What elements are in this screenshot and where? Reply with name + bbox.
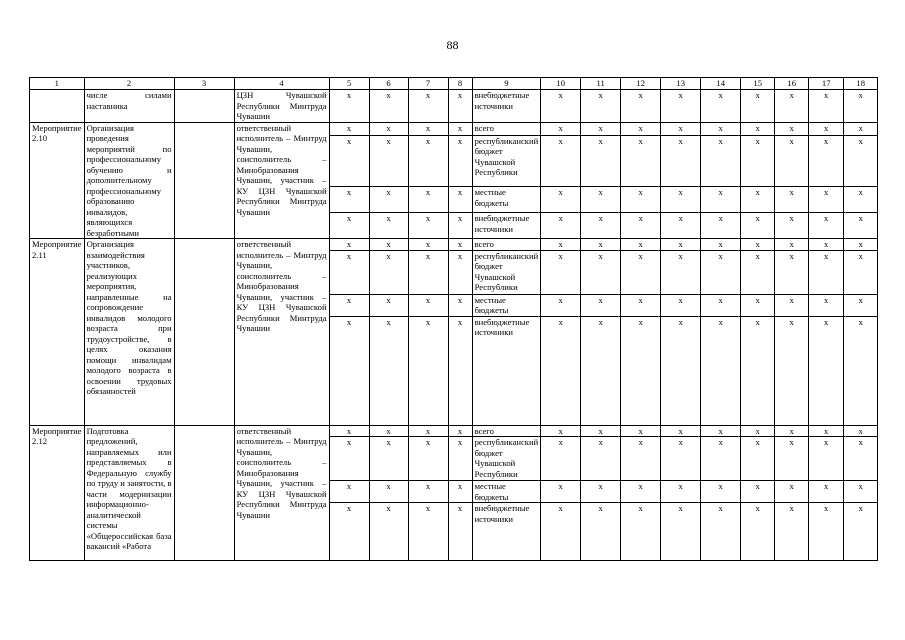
budget-table — [29, 77, 878, 561]
x-mark: x — [809, 503, 844, 561]
x-mark: x — [369, 294, 408, 316]
x-mark: x — [541, 503, 581, 561]
x-mark: x — [408, 213, 448, 239]
x-mark: x — [701, 122, 741, 135]
x-mark: x — [408, 425, 448, 437]
funding-source: внебюджетные источники — [472, 213, 541, 239]
x-mark: x — [701, 425, 741, 437]
x-mark: x — [541, 294, 581, 316]
x-mark: x — [661, 437, 701, 481]
x-mark: x — [369, 90, 408, 123]
x-mark: x — [809, 316, 844, 425]
x-mark: x — [369, 122, 408, 135]
activity-name: Организация проведения мероприятий по профессиональному обучению и дополнительному профессиональному образованию инвалидов, являющихся безработными — [84, 122, 174, 239]
x-mark: x — [329, 187, 369, 213]
x-mark: x — [581, 316, 621, 425]
x-mark: x — [408, 135, 448, 187]
x-mark: x — [661, 294, 701, 316]
table-row — [30, 122, 878, 135]
column-header: 11 — [581, 78, 621, 90]
x-mark: x — [329, 316, 369, 425]
x-mark: x — [741, 294, 775, 316]
funding-source: республиканский бюджет Чувашской Республики — [472, 250, 541, 294]
x-mark: x — [581, 250, 621, 294]
table-row — [30, 239, 878, 251]
x-mark: x — [661, 90, 701, 123]
table-row — [30, 425, 878, 437]
responsible-executor: ответственный исполнитель – Минтруд Чувашии, соисполнитель – Минобразования Чувашии, участник – КУ ЦЗН Чувашской Республики Минтруда Чувашии — [234, 239, 329, 426]
x-mark: x — [775, 250, 809, 294]
x-mark: x — [661, 316, 701, 425]
column-header: 18 — [844, 78, 878, 90]
x-mark: x — [621, 316, 661, 425]
x-mark: x — [621, 481, 661, 503]
activity-code: Мероприятие 2.11 — [30, 239, 85, 426]
x-mark: x — [775, 294, 809, 316]
x-mark: x — [741, 135, 775, 187]
funding-source: республиканский бюджет Чувашской Республики — [472, 437, 541, 481]
activity-code — [30, 90, 85, 123]
column-header: 14 — [701, 78, 741, 90]
x-mark: x — [621, 437, 661, 481]
x-mark: x — [741, 90, 775, 123]
x-mark: x — [369, 135, 408, 187]
x-mark: x — [661, 135, 701, 187]
x-mark: x — [621, 122, 661, 135]
x-mark: x — [369, 481, 408, 503]
x-mark: x — [408, 250, 448, 294]
x-mark: x — [775, 135, 809, 187]
x-mark: x — [448, 250, 472, 294]
x-mark: x — [581, 437, 621, 481]
x-mark: x — [541, 481, 581, 503]
page-number: 88 — [446, 38, 459, 52]
x-mark: x — [621, 250, 661, 294]
column-header: 17 — [809, 78, 844, 90]
x-mark: x — [701, 187, 741, 213]
x-mark: x — [741, 316, 775, 425]
column-header: 4 — [234, 78, 329, 90]
column-header: 15 — [741, 78, 775, 90]
column-header: 16 — [775, 78, 809, 90]
x-mark: x — [661, 239, 701, 251]
x-mark: x — [448, 213, 472, 239]
x-mark: x — [621, 213, 661, 239]
x-mark: x — [701, 213, 741, 239]
x-mark: x — [701, 481, 741, 503]
x-mark: x — [408, 503, 448, 561]
x-mark: x — [844, 135, 878, 187]
x-mark: x — [621, 239, 661, 251]
x-mark: x — [741, 122, 775, 135]
funding-source: местные бюджеты — [472, 187, 541, 213]
x-mark: x — [408, 481, 448, 503]
x-mark: x — [408, 90, 448, 123]
x-mark: x — [369, 437, 408, 481]
x-mark: x — [844, 250, 878, 294]
empty-cell — [174, 90, 234, 123]
x-mark: x — [809, 122, 844, 135]
empty-cell — [174, 239, 234, 426]
x-mark: x — [844, 316, 878, 425]
x-mark: x — [775, 213, 809, 239]
x-mark: x — [775, 437, 809, 481]
x-mark: x — [369, 213, 408, 239]
x-mark: x — [581, 294, 621, 316]
funding-source: всего — [472, 122, 541, 135]
column-header: 6 — [369, 78, 408, 90]
x-mark: x — [661, 187, 701, 213]
x-mark: x — [448, 239, 472, 251]
x-mark: x — [448, 425, 472, 437]
x-mark: x — [541, 213, 581, 239]
x-mark: x — [741, 187, 775, 213]
x-mark: x — [775, 122, 809, 135]
x-mark: x — [661, 425, 701, 437]
x-mark: x — [329, 481, 369, 503]
x-mark: x — [775, 503, 809, 561]
x-mark: x — [844, 425, 878, 437]
x-mark: x — [581, 239, 621, 251]
x-mark: x — [809, 294, 844, 316]
column-header: 7 — [408, 78, 448, 90]
x-mark: x — [541, 187, 581, 213]
x-mark: x — [701, 503, 741, 561]
x-mark: x — [621, 90, 661, 123]
x-mark: x — [741, 481, 775, 503]
x-mark: x — [741, 239, 775, 251]
x-mark: x — [541, 90, 581, 123]
x-mark: x — [621, 294, 661, 316]
x-mark: x — [844, 90, 878, 123]
x-mark: x — [541, 250, 581, 294]
column-header: 8 — [448, 78, 472, 90]
x-mark: x — [329, 425, 369, 437]
x-mark: x — [844, 239, 878, 251]
x-mark: x — [369, 187, 408, 213]
empty-cell — [174, 122, 234, 239]
x-mark: x — [541, 135, 581, 187]
column-header: 2 — [84, 78, 174, 90]
x-mark: x — [741, 425, 775, 437]
x-mark: x — [448, 481, 472, 503]
x-mark: x — [581, 503, 621, 561]
x-mark: x — [809, 425, 844, 437]
column-header: 3 — [174, 78, 234, 90]
x-mark: x — [809, 437, 844, 481]
x-mark: x — [329, 250, 369, 294]
x-mark: x — [844, 122, 878, 135]
x-mark: x — [775, 425, 809, 437]
x-mark: x — [741, 250, 775, 294]
x-mark: x — [844, 503, 878, 561]
x-mark: x — [448, 437, 472, 481]
x-mark: x — [775, 481, 809, 503]
x-mark: x — [329, 503, 369, 561]
x-mark: x — [775, 316, 809, 425]
x-mark: x — [621, 503, 661, 561]
x-mark: x — [701, 239, 741, 251]
activity-code: Мероприятие 2.12 — [30, 425, 85, 561]
activity-code: Мероприятие 2.10 — [30, 122, 85, 239]
funding-source: внебюджетные источники — [472, 316, 541, 425]
x-mark: x — [844, 187, 878, 213]
x-mark: x — [809, 481, 844, 503]
x-mark: x — [581, 187, 621, 213]
responsible-executor: ответственный исполнитель – Минтруд Чувашии, соисполнитель – Минобразования Чувашии, участник – КУ ЦЗН Чувашской Республики Минтруда Чувашии — [234, 122, 329, 239]
column-header: 5 — [329, 78, 369, 90]
x-mark: x — [408, 187, 448, 213]
x-mark: x — [661, 122, 701, 135]
x-mark: x — [581, 90, 621, 123]
x-mark: x — [541, 425, 581, 437]
funding-source: всего — [472, 425, 541, 437]
responsible-executor: ЦЗН Чувашской Республики Минтруда Чувашии — [234, 90, 329, 123]
x-mark: x — [581, 481, 621, 503]
x-mark: x — [775, 90, 809, 123]
x-mark: x — [369, 503, 408, 561]
funding-source: внебюджетные источники — [472, 503, 541, 561]
x-mark: x — [541, 316, 581, 425]
x-mark: x — [621, 135, 661, 187]
x-mark: x — [701, 90, 741, 123]
x-mark: x — [701, 437, 741, 481]
x-mark: x — [448, 90, 472, 123]
column-header: 9 — [472, 78, 541, 90]
x-mark: x — [775, 239, 809, 251]
x-mark: x — [701, 250, 741, 294]
x-mark: x — [701, 135, 741, 187]
x-mark: x — [741, 437, 775, 481]
x-mark: x — [809, 187, 844, 213]
x-mark: x — [408, 294, 448, 316]
x-mark: x — [844, 294, 878, 316]
column-header: 12 — [621, 78, 661, 90]
column-header: 10 — [541, 78, 581, 90]
funding-source: местные бюджеты — [472, 294, 541, 316]
x-mark: x — [701, 316, 741, 425]
x-mark: x — [844, 437, 878, 481]
x-mark: x — [581, 425, 621, 437]
x-mark: x — [408, 239, 448, 251]
x-mark: x — [741, 213, 775, 239]
x-mark: x — [448, 122, 472, 135]
x-mark: x — [661, 503, 701, 561]
x-mark: x — [541, 437, 581, 481]
responsible-executor: ответственный исполнитель – Минтруд Чувашии, соисполнитель – Минобразования Чувашии, участник – КУ ЦЗН Чувашской Республики Минтруда Чувашии — [234, 425, 329, 561]
x-mark: x — [581, 135, 621, 187]
funding-source: всего — [472, 239, 541, 251]
column-header-row — [30, 78, 878, 90]
x-mark: x — [621, 187, 661, 213]
activity-name: числе силами наставника — [84, 90, 174, 123]
x-mark: x — [661, 213, 701, 239]
column-header: 1 — [30, 78, 85, 90]
x-mark: x — [448, 135, 472, 187]
x-mark: x — [408, 437, 448, 481]
x-mark: x — [448, 503, 472, 561]
x-mark: x — [661, 481, 701, 503]
x-mark: x — [369, 425, 408, 437]
x-mark: x — [809, 239, 844, 251]
x-mark: x — [661, 250, 701, 294]
x-mark: x — [701, 294, 741, 316]
x-mark: x — [844, 213, 878, 239]
x-mark: x — [448, 316, 472, 425]
x-mark: x — [581, 122, 621, 135]
column-header: 13 — [661, 78, 701, 90]
x-mark: x — [809, 213, 844, 239]
x-mark: x — [329, 239, 369, 251]
x-mark: x — [329, 135, 369, 187]
x-mark: x — [621, 425, 661, 437]
x-mark: x — [581, 213, 621, 239]
x-mark: x — [408, 316, 448, 425]
x-mark: x — [408, 122, 448, 135]
x-mark: x — [541, 239, 581, 251]
funding-source: местные бюджеты — [472, 481, 541, 503]
empty-cell — [174, 425, 234, 561]
x-mark: x — [329, 294, 369, 316]
x-mark: x — [809, 135, 844, 187]
funding-source: внебюджетные источники — [472, 90, 541, 123]
funding-source: республиканский бюджет Чувашской Республики — [472, 135, 541, 187]
activity-name: Организация взаимодействия участников, реализующих мероприятия, направленные на сопровождение инвалидов молодого возраста при трудоустройстве, в целях оказания помощи инвалидам молодого возраста в освоении трудовых обязанностей — [84, 239, 174, 426]
x-mark: x — [369, 316, 408, 425]
x-mark: x — [541, 122, 581, 135]
x-mark: x — [809, 90, 844, 123]
activity-name: Подготовка предложений, направляемых или представляемых в Федеральную службу по труду и занятости, в части модернизации информационно-аналитической системы «Общероссийская база вакансий «Работа — [84, 425, 174, 561]
table-row — [30, 90, 878, 123]
x-mark: x — [448, 187, 472, 213]
x-mark: x — [329, 437, 369, 481]
x-mark: x — [741, 503, 775, 561]
x-mark: x — [809, 250, 844, 294]
x-mark: x — [448, 294, 472, 316]
x-mark: x — [329, 122, 369, 135]
x-mark: x — [844, 481, 878, 503]
x-mark: x — [369, 250, 408, 294]
x-mark: x — [329, 90, 369, 123]
x-mark: x — [369, 239, 408, 251]
x-mark: x — [329, 213, 369, 239]
x-mark: x — [775, 187, 809, 213]
